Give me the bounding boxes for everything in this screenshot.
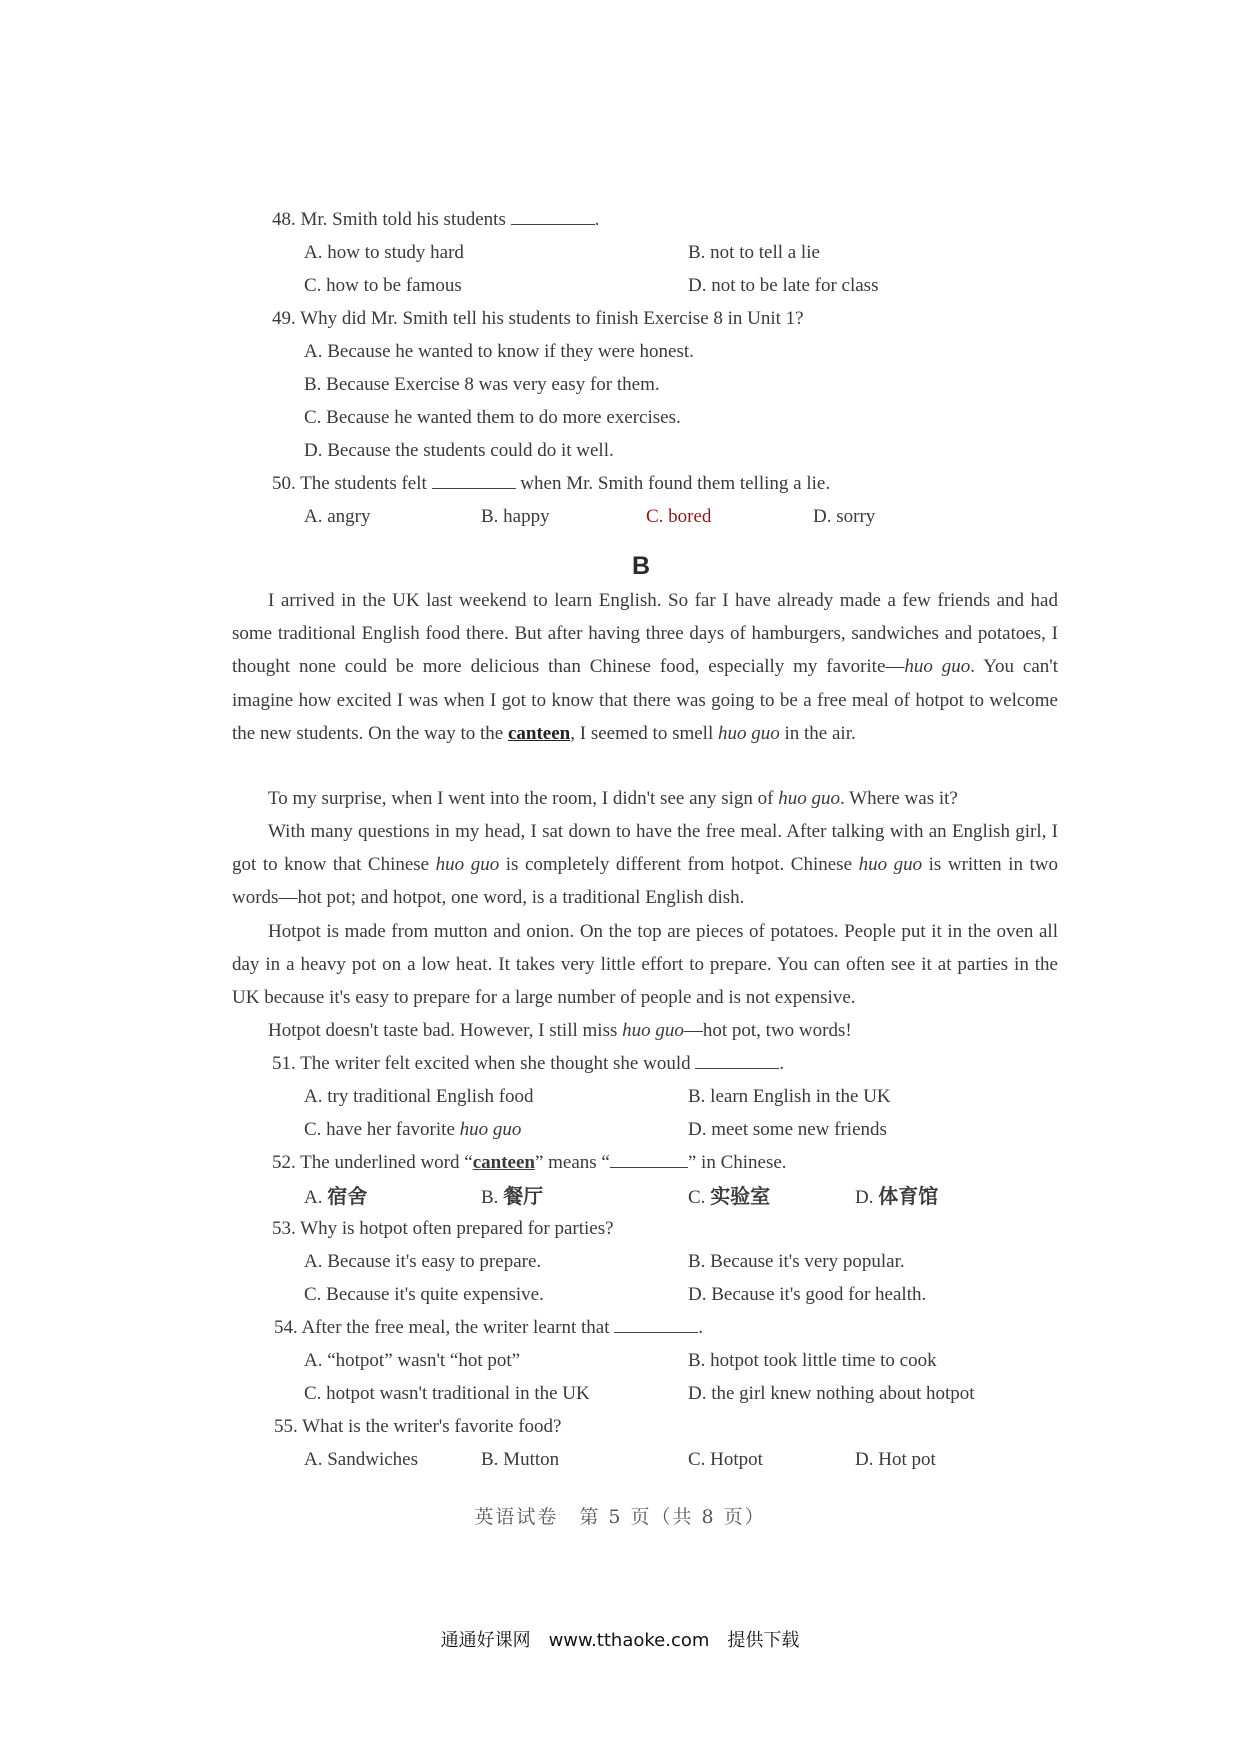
question-55-stem: 55. What is the writer's favorite food?: [274, 1416, 562, 1437]
p3-text-c: is written in two words—hot pot; and hotpot, one word, is a traditional English dish.: [232, 854, 1059, 909]
q49-option-b: B. Because Exercise 8 was very easy for them.: [304, 374, 660, 395]
q48-option-d: D. not to be late for class: [688, 275, 879, 296]
q52-option-d: [855, 1184, 938, 1210]
q51-option-d: D. meet some new friends: [688, 1119, 887, 1140]
question-51-end: .: [779, 1053, 785, 1074]
q50-option-d: D. sorry: [813, 506, 876, 527]
answer-blank: [432, 472, 516, 489]
p5-huo-guo: huo guo: [622, 1020, 684, 1041]
question-52: [272, 1151, 787, 1175]
section-b-heading: B: [632, 552, 651, 580]
answer-blank: [610, 1151, 688, 1168]
question-51: [272, 1052, 784, 1076]
question-50-stem-start: 50. The students felt: [272, 473, 427, 494]
passage-paragraph-1: [232, 584, 1058, 750]
q53-option-d: D. Because it's good for health.: [688, 1284, 927, 1305]
q51-option-c: [304, 1118, 521, 1142]
passage-paragraph-5: [232, 1014, 1058, 1047]
p3-huo-guo-2: huo guo: [858, 854, 923, 876]
question-48: [272, 208, 599, 232]
download-source-footer: 通通好课网 www.tthaoke.com 提供下载: [440, 1630, 800, 1651]
p3-text-b: is completely different from hotpot. Chinese: [499, 854, 859, 876]
underlined-word-canteen: canteen: [507, 722, 571, 744]
p2-huo-guo: huo guo: [778, 788, 841, 809]
question-54-stem: 54. After the free meal, the writer learnt that: [274, 1317, 610, 1338]
p2-text-a: To my surprise, when I went into the room, I didn't see any sign of: [268, 788, 779, 809]
q48-option-c: C. how to be famous: [304, 275, 462, 296]
p5-text-b: —hot pot, two words!: [683, 1020, 852, 1041]
q48-option-a: A. how to study hard: [304, 242, 464, 263]
q52-option-a-text: 宿舍: [327, 1184, 368, 1208]
passage-paragraph-3: [232, 815, 1058, 915]
q55-option-a: A. Sandwiches: [304, 1449, 418, 1470]
p1-huo-guo: huo guo: [904, 656, 971, 678]
q54-option-a: A. “hotpot” wasn't “hot pot”: [304, 1350, 521, 1371]
q55-option-d: D. Hot pot: [855, 1449, 936, 1470]
answer-blank: [511, 208, 595, 225]
q54-option-d: D. the girl knew nothing about hotpot: [688, 1383, 975, 1404]
question-52-stem-mid: ” means “: [534, 1152, 610, 1173]
question-51-stem: 51. The writer felt excited when she thought she would: [272, 1053, 691, 1074]
q53-option-b: B. Because it's very popular.: [688, 1251, 905, 1272]
p1-text-c: , I seemed to smell: [570, 722, 718, 744]
question-54: [274, 1316, 703, 1340]
q51-option-b: B. learn English in the UK: [688, 1086, 891, 1107]
q51-option-c-huo-guo: huo guo: [459, 1119, 522, 1140]
page-footer-number: 英语试卷 第 5 页（共 8 页）: [474, 1506, 766, 1528]
answer-blank: [614, 1316, 698, 1333]
q50-option-a: A. angry: [304, 506, 371, 527]
q51-option-a: A. try traditional English food: [304, 1086, 534, 1107]
q55-option-b: B. Mutton: [481, 1449, 560, 1470]
q52-option-c: [688, 1184, 770, 1210]
q52-option-a-letter: A.: [304, 1187, 323, 1208]
q52-option-d-text: 体育馆: [878, 1184, 939, 1208]
q52-option-c-letter: C.: [688, 1187, 706, 1208]
passage-paragraph-2: [232, 782, 1058, 815]
question-48-stem: 48. Mr. Smith told his students: [272, 209, 506, 230]
q53-option-a: A. Because it's easy to prepare.: [304, 1251, 542, 1272]
q54-option-b: B. hotpot took little time to cook: [688, 1350, 937, 1371]
p1-text-a: I arrived in the UK last weekend to learn English. So far I have already made a few friends and had some traditional English food there. But after having three days of hamburgers, sandwiches and potatoes, I thought none could be more delicious than Chinese food, especially my favorite—: [232, 590, 1058, 678]
q52-option-a: [304, 1184, 367, 1210]
q50-option-c: C. bored: [646, 506, 712, 527]
p3-huo-guo: huo guo: [435, 854, 500, 876]
p1-text-d: in the air.: [779, 722, 856, 744]
p2-text-b: . Where was it?: [840, 788, 958, 809]
question-52-stem-end: ” in Chinese.: [687, 1152, 787, 1173]
p1-huo-guo-2: huo guo: [718, 722, 780, 744]
p1-text-b: . You can't imagine how excited I was when I got to know that there was going to be a free meal of hotpot to welcome the new students. On the way to the: [232, 656, 1058, 744]
q49-option-a: A. Because he wanted to know if they were honest.: [304, 341, 694, 362]
question-54-end: .: [698, 1317, 704, 1338]
q52-option-d-letter: D.: [855, 1187, 874, 1208]
question-52-word: canteen: [472, 1152, 535, 1173]
question-48-end: .: [594, 209, 600, 230]
q49-option-d: D. Because the students could do it well.: [304, 440, 614, 461]
question-53-stem: 53. Why is hotpot often prepared for parties?: [272, 1218, 614, 1239]
q52-option-b: [481, 1184, 543, 1210]
q49-option-c: C. Because he wanted them to do more exercises.: [304, 407, 681, 428]
q53-option-c: C. Because it's quite expensive.: [304, 1284, 544, 1305]
q54-option-c: C. hotpot wasn't traditional in the UK: [304, 1383, 590, 1404]
question-49-stem: 49. Why did Mr. Smith tell his students to finish Exercise 8 in Unit 1?: [272, 308, 804, 329]
passage-paragraph-4: Hotpot is made from mutton and onion. On the top are pieces of potatoes. People put it in the oven all day in a heavy pot on a low heat. It takes very little effort to prepare. You can often see it at parties in the UK because it's easy to prepare for a large number of people and is not expensive.: [232, 921, 1058, 1009]
p3-text-a: With many questions in my head, I sat down to have the free meal. After talking with an English girl, I got to know that Chinese: [232, 821, 1058, 876]
q50-option-b: B. happy: [481, 506, 550, 527]
question-50-stem-end: when Mr. Smith found them telling a lie.: [520, 473, 831, 494]
p5-text-a: Hotpot doesn't taste bad. However, I still miss: [268, 1020, 623, 1041]
question-52-stem-pre: 52. The underlined word “: [272, 1152, 473, 1173]
q52-option-b-text: 餐厅: [503, 1184, 544, 1208]
question-50: [272, 472, 830, 496]
q55-option-c: C. Hotpot: [688, 1449, 763, 1470]
q51-option-c-text: C. have her favorite: [304, 1119, 460, 1140]
q52-option-b-letter: B.: [481, 1187, 499, 1208]
answer-blank: [695, 1052, 779, 1069]
q52-option-c-text: 实验室: [710, 1184, 771, 1208]
q48-option-b: B. not to tell a lie: [688, 242, 820, 263]
